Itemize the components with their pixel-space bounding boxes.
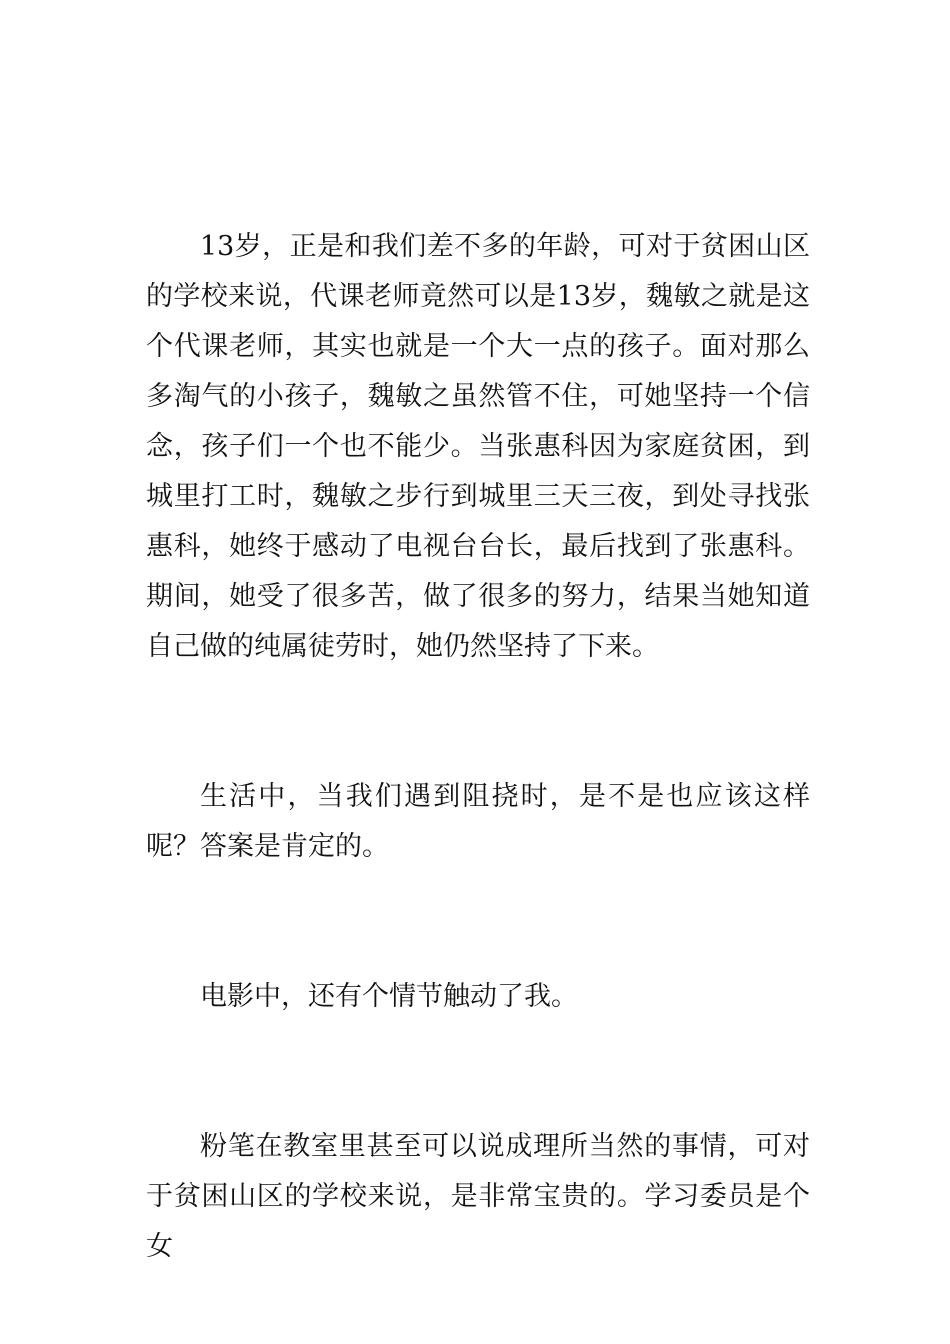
paragraph-chalk-story: 粉笔在教室里甚至可以说成理所当然的事情，可对于贫困山区的学校来说，是非常宝贵的。学习委员是个女 (146, 1131, 810, 1262)
paragraph-movie-plot: 电影中，还有个情节触动了我。 (200, 981, 578, 1012)
paragraph-life-reflection: 生活中，当我们遇到阻挠时，是不是也应该这样呢？答案是肯定的。 (146, 781, 810, 862)
paragraph-teacher-story: 13岁，正是和我们差不多的年龄，可对于贫困山区的学校来说，代课老师竟然可以是13岁，魏敏之就是这个代课老师，其实也就是一个大一点的孩子。面对那么多淘气的小孩子，魏敏之虽然管不住，可她坚持一个信念，孩子们一个也不能少。当张惠科因为家庭贫困，到城里打工时，魏敏之步行到城里三天三夜，到处寻找张惠科，她终于感动了电视台台长，最后找到了张惠科。期间，她受了很多苦，做了很多的努力，结果当她知道自己做的纯属徒劳时，她仍然坚持了下来。 (146, 231, 810, 662)
